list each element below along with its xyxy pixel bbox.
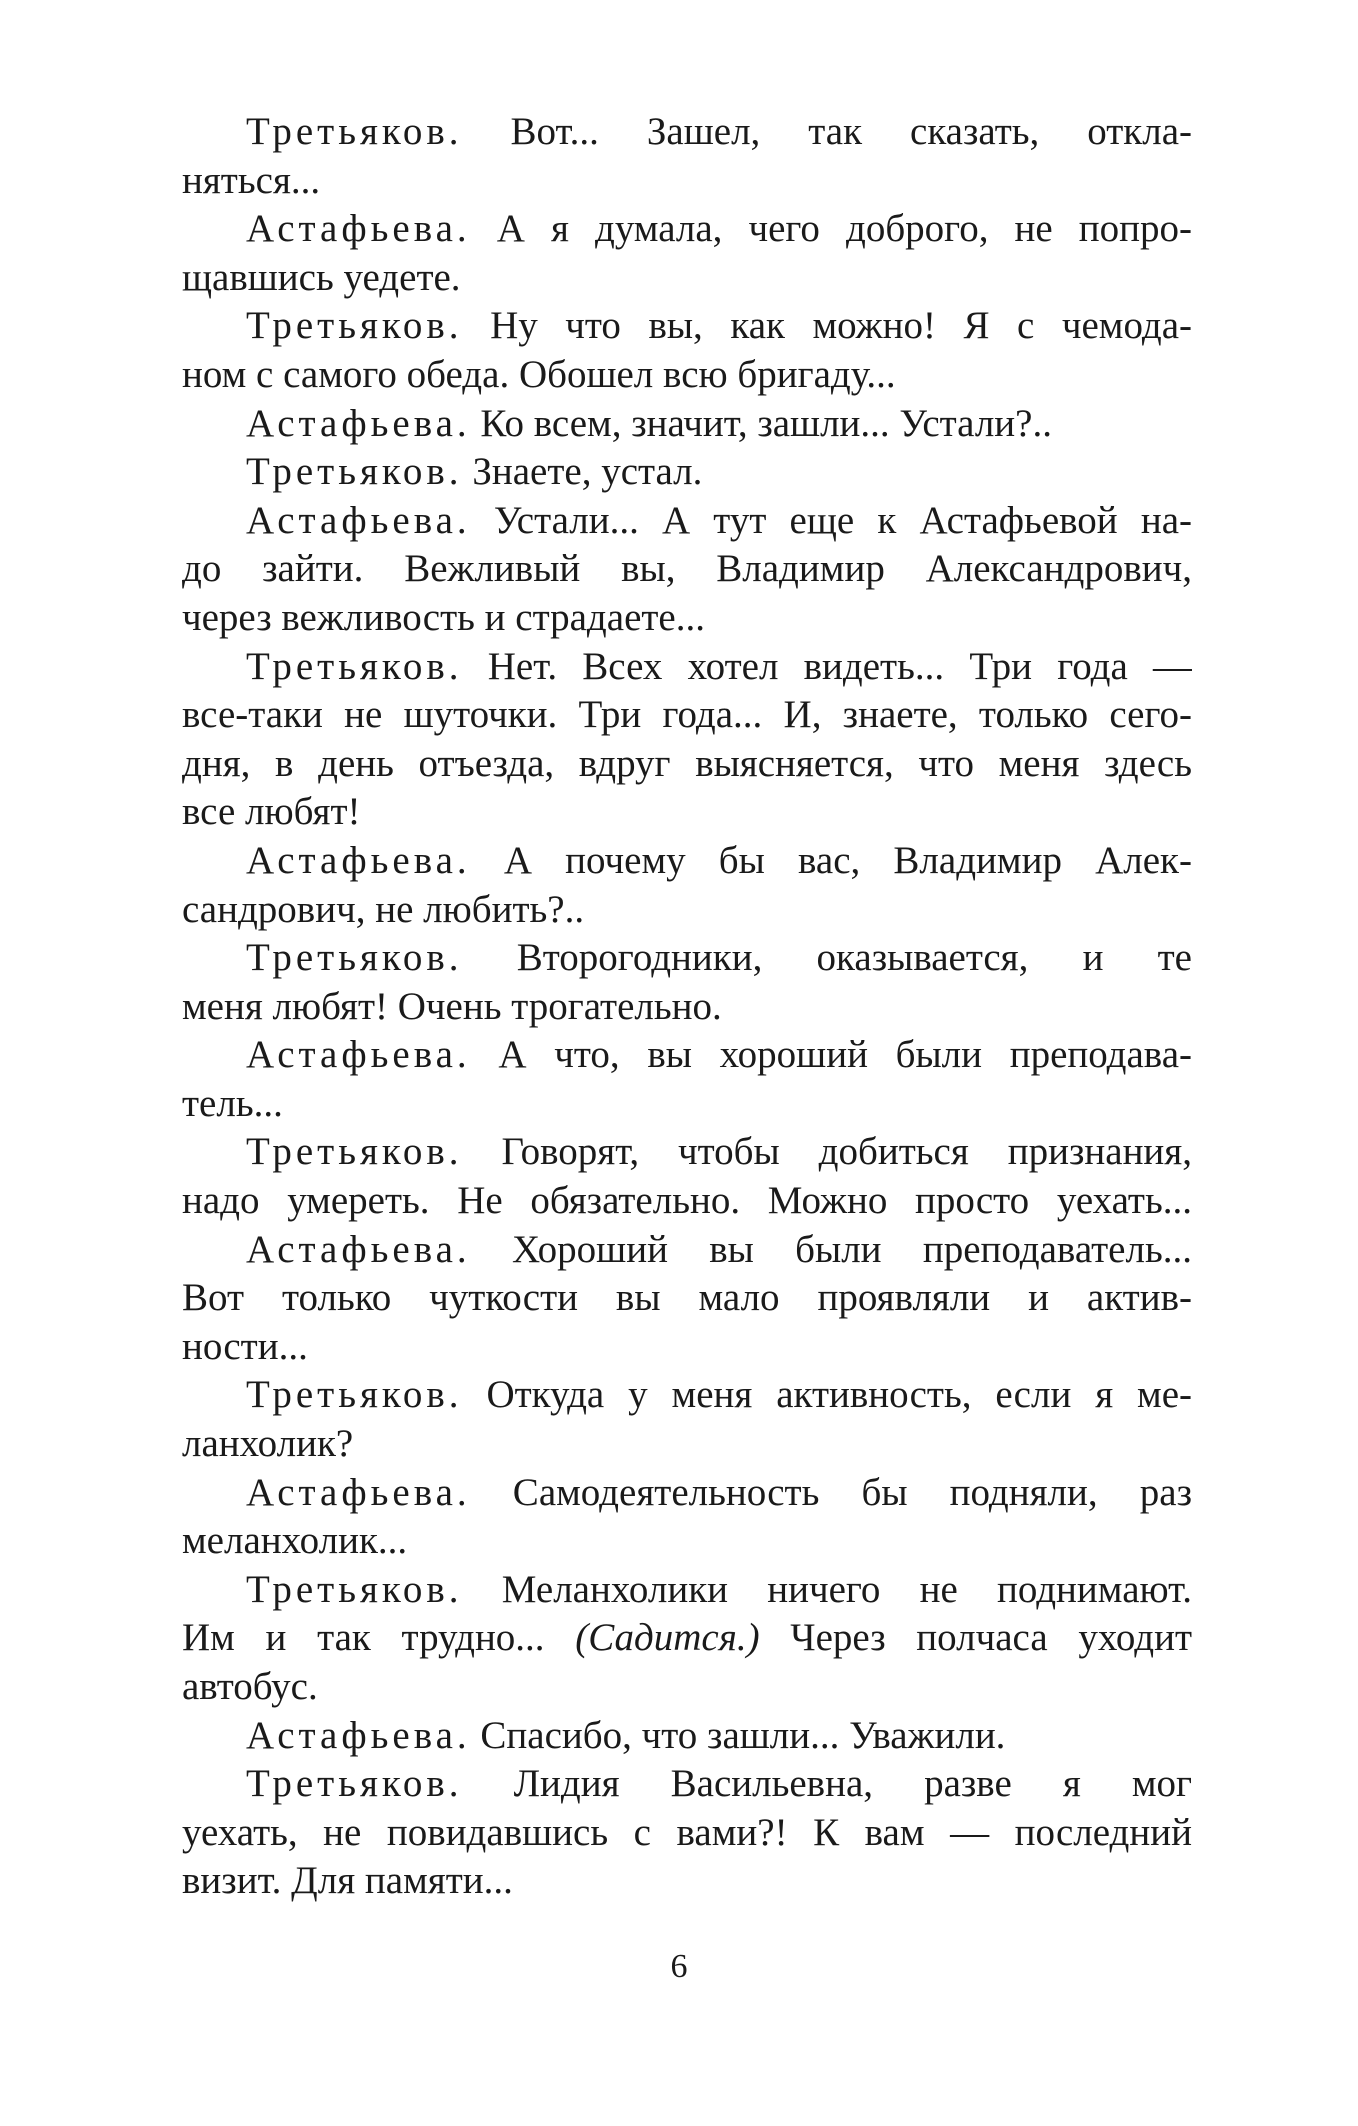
line-text: уехать, не повидавшись с вами?! К вам — последний <box>182 1810 1192 1854</box>
line-text: Нет. Всех хотел видеть... Три года — <box>462 644 1192 688</box>
speaker-name: Астафьева. <box>246 207 471 251</box>
line-text: до зайти. Вежливый вы, Владимир Александрович, <box>182 547 1192 591</box>
text-line <box>182 205 1192 254</box>
speaker-name: Третьяков. <box>246 644 463 688</box>
document-text <box>182 108 1192 1906</box>
line-text: няться... <box>182 158 321 202</box>
line-text: ланхолик? <box>182 1422 354 1466</box>
text-line <box>182 157 1192 206</box>
text-line <box>182 497 1192 546</box>
text-line <box>182 400 1192 449</box>
text-line <box>182 886 1192 935</box>
speaker-name: Третьяков. <box>246 1762 463 1806</box>
line-text: А я думала, чего доброго, не попро- <box>470 207 1192 251</box>
document-page <box>182 108 1192 1906</box>
line-text: Меланхолики ничего не поднимают. <box>462 1567 1192 1611</box>
text-line <box>182 1469 1192 1518</box>
line-text: дня, в день отъезда, вдруг выясняется, что меня здесь <box>182 741 1192 785</box>
line-text: Ко всем, значит, зашли... Устали?.. <box>470 401 1052 445</box>
line-text: Говорят, чтобы добиться признания, <box>462 1130 1192 1174</box>
text-line <box>182 788 1192 837</box>
line-text: тель... <box>182 1081 283 1125</box>
line-text: ности... <box>182 1324 308 1368</box>
line-text: Самодеятельность бы подняли, раз <box>470 1470 1192 1514</box>
page-number: 6 <box>670 1948 688 1985</box>
line-text: ном с самого обеда. Обошел всю бригаду... <box>182 352 896 396</box>
line-text: меня любят! Очень трогательно. <box>182 984 722 1028</box>
line-text: Второгодники, оказывается, и те <box>462 936 1192 980</box>
line-text: автобус. <box>182 1665 318 1708</box>
stage-direction: (Садится.) <box>575 1616 760 1660</box>
text-line <box>182 1274 1192 1323</box>
text-line <box>182 983 1192 1032</box>
line-text: Устали... А тут еще к Астафьевой на- <box>470 498 1192 542</box>
text-line <box>182 837 1192 886</box>
text-line <box>182 691 1192 740</box>
text-line <box>182 1226 1192 1275</box>
text-line <box>182 351 1192 400</box>
line-text: Откуда у меня активность, если я ме- <box>462 1373 1192 1417</box>
line-text: А почему бы вас, Владимир Алек- <box>470 838 1192 882</box>
text-line <box>182 594 1192 643</box>
line-text: через вежливость и страдаете... <box>182 595 705 639</box>
line-text: Им и так трудно... <box>182 1616 576 1660</box>
line-text: А что, вы хороший были преподава- <box>470 1033 1192 1077</box>
line-text: Спасибо, что зашли... Уважили. <box>470 1713 1006 1757</box>
text-line <box>182 1177 1192 1226</box>
text-line <box>182 1614 1192 1663</box>
line-text: Лидия Васильевна, разве я мог <box>462 1762 1192 1806</box>
text-line <box>182 1128 1192 1177</box>
text-line <box>182 1809 1192 1858</box>
line-text: Знаете, устал. <box>462 450 703 494</box>
line-text: все-таки не шуточки. Три года... И, знаете, только сего- <box>182 693 1192 737</box>
text-line <box>182 1517 1192 1566</box>
speaker-name: Третьяков. <box>246 1130 463 1174</box>
speaker-name: Третьяков. <box>246 936 463 980</box>
text-line <box>182 302 1192 351</box>
speaker-name: Астафьева. <box>246 498 471 542</box>
text-line <box>182 448 1192 497</box>
speaker-name: Третьяков. <box>246 1567 463 1611</box>
speaker-name: Астафьева. <box>246 1713 471 1757</box>
line-text: Через полчаса уходит <box>759 1616 1192 1660</box>
text-line <box>182 643 1192 692</box>
line-text: сандрович, не любить?.. <box>182 887 585 931</box>
line-text: меланхолик... <box>182 1519 408 1563</box>
text-line <box>182 1712 1192 1761</box>
speaker-name: Третьяков. <box>246 450 463 494</box>
speaker-name: Астафьева. <box>246 838 471 882</box>
text-line <box>182 934 1192 983</box>
speaker-name: Астафьева. <box>246 1470 471 1514</box>
speaker-name: Астафьева. <box>246 1227 471 1271</box>
line-text: визит. Для памяти... <box>182 1859 513 1903</box>
text-line <box>182 254 1192 303</box>
text-line <box>182 1566 1192 1615</box>
line-text: Вот только чуткости вы мало проявляли и актив- <box>182 1276 1192 1320</box>
text-line <box>182 1323 1192 1372</box>
text-line <box>182 1031 1192 1080</box>
text-line <box>182 1080 1192 1129</box>
text-line <box>182 1663 1192 1712</box>
text-line <box>182 740 1192 789</box>
line-text: Вот... Зашел, так сказать, откла- <box>462 110 1192 153</box>
text-line <box>182 1420 1192 1469</box>
text-line <box>182 545 1192 594</box>
text-line <box>182 1371 1192 1420</box>
speaker-name: Астафьева. <box>246 1033 471 1077</box>
line-text: щавшись уедете. <box>182 255 461 299</box>
speaker-name: Третьяков. <box>246 110 463 153</box>
line-text: все любят! <box>182 790 361 834</box>
line-text: Хороший вы были преподаватель... <box>470 1227 1192 1271</box>
line-text: Ну что вы, как можно! Я с чемода- <box>462 304 1192 348</box>
speaker-name: Третьяков. <box>246 1373 463 1417</box>
text-line <box>182 1760 1192 1809</box>
line-text: надо умереть. Не обязательно. Можно просто уехать... <box>182 1179 1192 1223</box>
text-line <box>182 108 1192 157</box>
speaker-name: Третьяков. <box>246 304 463 348</box>
speaker-name: Астафьева. <box>246 401 471 445</box>
text-line <box>182 1857 1192 1906</box>
